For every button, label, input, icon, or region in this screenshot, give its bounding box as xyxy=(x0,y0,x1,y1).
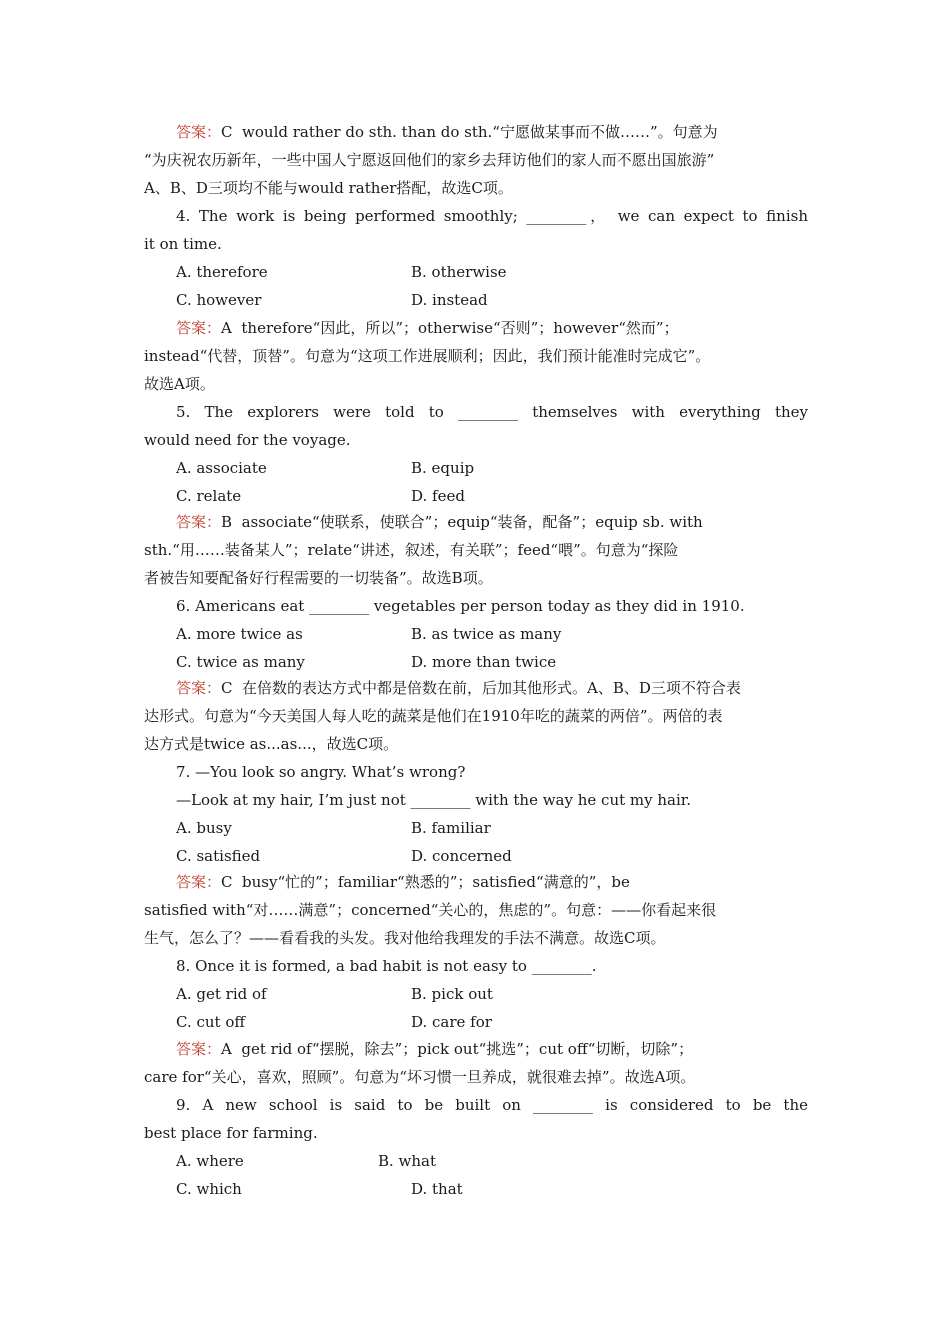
option-a: A. associate xyxy=(176,459,267,477)
option-c: C. satisfied xyxy=(176,847,261,865)
question-stem: 7. —You look so angry. What’s wrong? xyxy=(176,763,466,781)
option-b: B. equip xyxy=(411,459,475,477)
answer-label: 答案： xyxy=(176,123,222,141)
q5-answer-line xyxy=(176,510,808,534)
q8-answer-line xyxy=(176,1037,808,1061)
explanation-line: A、B、D三项均不能与would rather搭配，故选C项。 xyxy=(144,179,513,197)
question-stem: it on time. xyxy=(144,235,222,253)
explanation-text: associate“使联系，使联合”；equip“装备，配备”；equip sb. with xyxy=(241,513,703,531)
option-c: C. which xyxy=(176,1180,242,1198)
explanation-line: 者被告知要配备好行程需要的一切装备”。故选B项。 xyxy=(144,569,493,587)
q6-answer-line xyxy=(176,676,808,700)
explanation-text: busy“忙的”；familiar“熟悉的”；satisfied“满意的”，be xyxy=(242,873,630,891)
answer-label: 答案： xyxy=(176,873,222,891)
option-b: B. pick out xyxy=(411,985,493,1003)
q4-answer-line xyxy=(176,316,808,340)
q3-answer-line xyxy=(176,120,808,144)
option-d: D. more than twice xyxy=(411,653,557,671)
option-c: C. twice as many xyxy=(176,653,305,671)
question-stem: 9. A new school is said to be built on ________ is considered to be the xyxy=(176,1096,808,1114)
option-d: D. that xyxy=(411,1180,463,1198)
option-a: A. more twice as xyxy=(176,625,303,643)
option-b: B. what xyxy=(378,1152,437,1170)
explanation-text: would rather do sth. than do sth.“宁愿做某事而不做……”。句意为 xyxy=(242,123,718,141)
q7-answer-line xyxy=(176,870,808,894)
option-d: D. care for xyxy=(411,1013,492,1031)
option-d: D. instead xyxy=(411,291,488,309)
option-c: C. cut off xyxy=(176,1013,246,1031)
explanation-text: 在倍数的表达方式中都是倍数在前，后加其他形式。A、B、D三项不符合表 xyxy=(242,679,741,697)
option-b: B. familiar xyxy=(411,819,491,837)
question-stem: 8. Once it is formed, a bad habit is not easy to ________. xyxy=(176,957,597,975)
option-c: C. however xyxy=(176,291,262,309)
option-a: A. where xyxy=(176,1152,244,1170)
answer-letter: B xyxy=(221,513,233,531)
question-stem: would need for the voyage. xyxy=(144,431,351,449)
question-stem: —Look at my hair, I’m just not ________ with the way he cut my hair. xyxy=(176,791,692,809)
explanation-line: instead“代替，顶替”。句意为“这项工作进展顺利；因此，我们预计能准时完成它”。 xyxy=(144,347,711,365)
explanation-line: sth.“用……装备某人”；relate“讲述，叙述，有关联”；feed“喂”。句意为“探险 xyxy=(144,541,679,559)
explanation-text: get rid of“摆脱，除去”；pick out“挑选”；cut off“切断，切除”； xyxy=(241,1040,694,1058)
explanation-line: satisfied with“对……满意”；concerned“关心的，焦虑的”。句意：——你看起来很 xyxy=(144,901,717,919)
explanation-line: 达方式是twice as...as...，故选C项。 xyxy=(144,735,399,753)
answer-label: 答案： xyxy=(176,513,222,531)
explanation-text: therefore“因此，所以”；otherwise“否则”；however“然而”； xyxy=(241,319,679,337)
question-stem: 5. The explorers were told to ________ themselves with everything they xyxy=(176,403,808,421)
option-b: B. as twice as many xyxy=(411,625,562,643)
explanation-line: 生气，怎么了？——看看我的头发。我对他给我理发的手法不满意。故选C项。 xyxy=(144,929,666,947)
option-d: D. concerned xyxy=(411,847,512,865)
answer-label: 答案： xyxy=(176,679,222,697)
explanation-line: “为庆祝农历新年，一些中国人宁愿返回他们的家乡去拜访他们的家人而不愿出国旅游” xyxy=(144,151,715,169)
option-b: B. otherwise xyxy=(411,263,507,281)
answer-label: 答案： xyxy=(176,319,222,337)
answer-letter: C xyxy=(221,873,233,891)
explanation-line: care for“关心，喜欢，照顾”。句意为“坏习惯一旦养成，就很难去掉”。故选A项。 xyxy=(144,1068,696,1086)
answer-letter: C xyxy=(221,679,233,697)
option-d: D. feed xyxy=(411,487,465,505)
option-a: A. busy xyxy=(176,819,232,837)
option-c: C. relate xyxy=(176,487,242,505)
answer-label: 答案： xyxy=(176,1040,222,1058)
answer-letter: C xyxy=(221,123,233,141)
question-stem: 6. Americans eat ________ vegetables per person today as they did in 1910. xyxy=(176,597,745,615)
question-stem: 4. The work is being performed smoothly; ________， we can expect to finish xyxy=(176,207,808,225)
explanation-line: 达形式。句意为“今天美国人每人吃的蔬菜是他们在1910年吃的蔬菜的两倍”。两倍的表 xyxy=(144,707,723,725)
option-a: A. get rid of xyxy=(176,985,267,1003)
option-a: A. therefore xyxy=(176,263,268,281)
question-stem: best place for farming. xyxy=(144,1124,318,1142)
explanation-line: 故选A项。 xyxy=(144,375,215,393)
answer-letter: A xyxy=(221,1040,232,1058)
answer-letter: A xyxy=(221,319,232,337)
